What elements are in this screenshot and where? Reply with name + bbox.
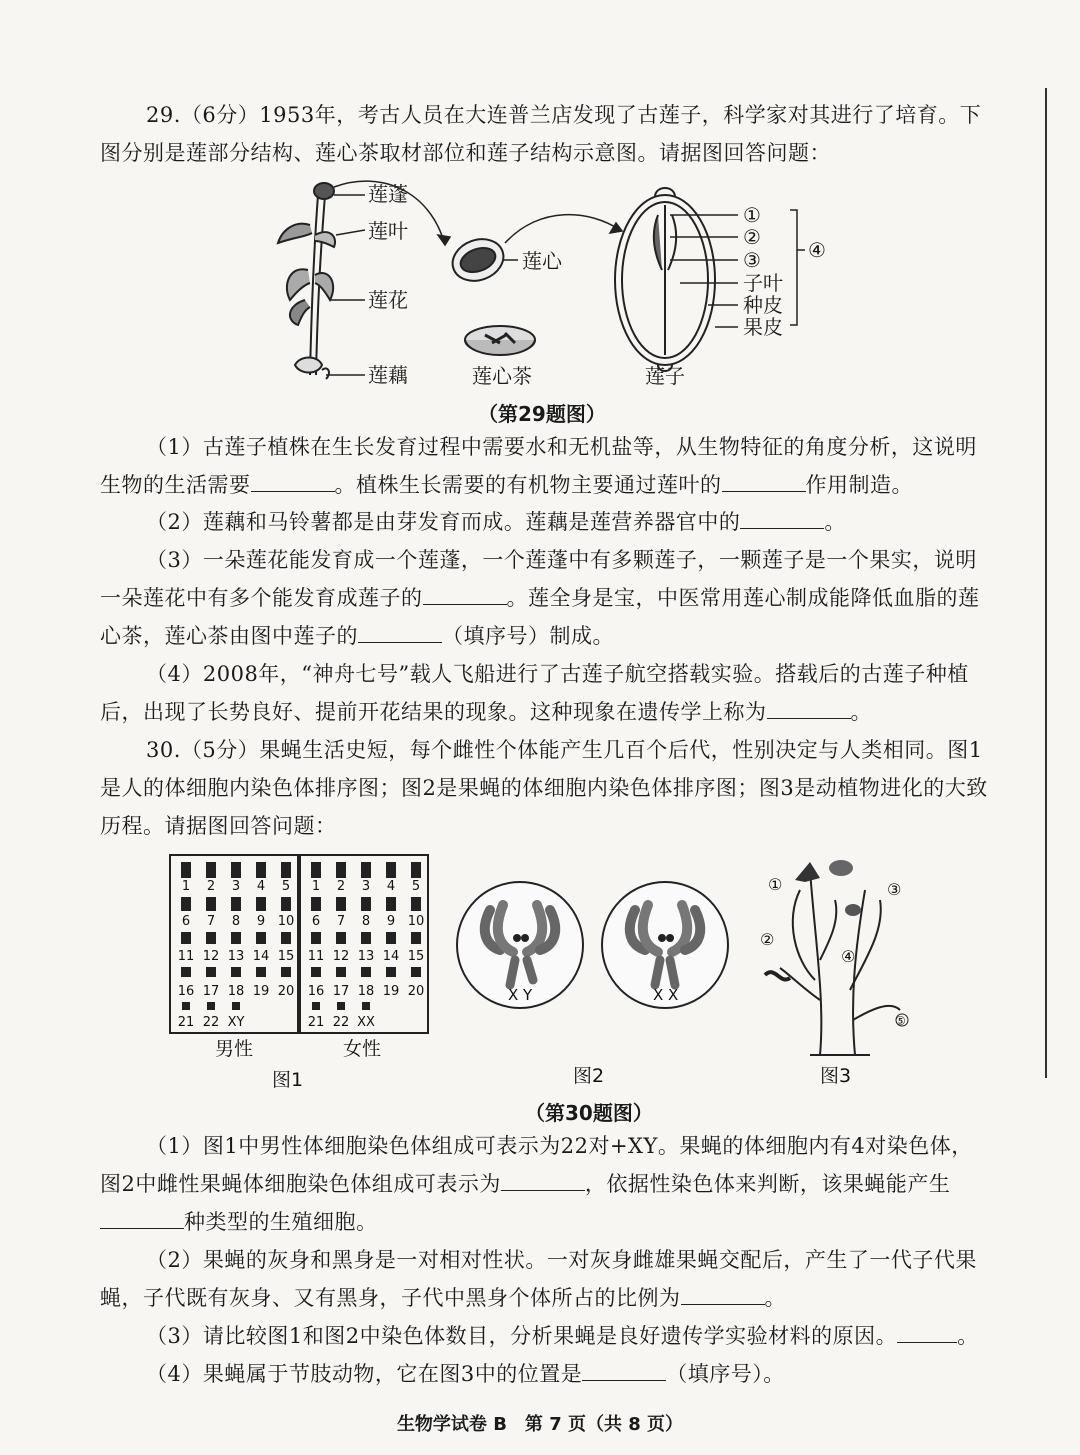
chromosome-pair — [312, 1002, 320, 1010]
chromosome-pair — [207, 1002, 215, 1010]
chromosome-number: 6 — [311, 914, 321, 929]
chromosome-pair — [181, 897, 191, 911]
chromosome-number: 17 — [332, 984, 350, 999]
chromosome-pair — [232, 1002, 240, 1010]
label-lianzi: 莲子 — [645, 364, 685, 388]
chromosome-pair — [336, 862, 346, 878]
q29-sub3-text-c: （填序号）制成。 — [442, 624, 614, 648]
chromosome-number: 1 — [181, 879, 191, 894]
q30-intro: 30.（5分）果蝇生活史短，每个雌性个体能产生几百个后代，性别决定与人类相同。图1是人的体细胞内染色体排序图；图2是果蝇的体细胞内染色体排序图；图3是动植物进化的大致历程。请据图回答问题： — [100, 738, 988, 838]
q30-sub4-text-a: （4）果蝇属于节肢动物，它在图3中的位置是 — [146, 1362, 583, 1386]
q30-sub3-text-a: （3）请比较图1和图2中染色体数目，分析果蝇是良好遗传学实验材料的原因。 — [146, 1324, 898, 1348]
chromosome-pair — [311, 967, 321, 977]
chromosome-pair — [361, 862, 371, 878]
chromosome-pair — [336, 897, 346, 911]
chromosome-pair — [411, 932, 421, 944]
chromosome-number: 5 — [411, 879, 421, 894]
chromosome-pair — [311, 897, 321, 911]
q30-sub1-text-a: （1）图1中男性体细胞染色体组成可表示为22对+XY。果蝇的体细胞内有4对染色体，图2中雌性果蝇体细胞染色体组成可表示为 — [100, 1134, 973, 1196]
q29-sub2-text-b: 。 — [824, 510, 846, 534]
tree-mark-4: ④ — [841, 947, 856, 966]
seed-part-3: ③ — [743, 248, 761, 272]
chromosome-number: 19 — [252, 984, 270, 999]
answer-blank[interactable] — [722, 467, 806, 492]
margin-line — [1045, 88, 1047, 1078]
seed-part-2: ② — [743, 225, 761, 249]
chromosome-pair — [336, 967, 346, 977]
chromosome-pair — [181, 932, 191, 944]
chromosome-pair — [182, 1002, 190, 1010]
chromosome-number: 11 — [307, 949, 325, 964]
chromosome-pair — [256, 862, 266, 878]
chromosome-number: 1 — [311, 879, 321, 894]
chromosome-pair — [386, 862, 396, 878]
fly-male-xy: X Y — [508, 986, 533, 1004]
chromosome-number-male: XY — [227, 1015, 245, 1030]
page-footer: 生物学试卷 B 第 7 页（共 8 页） — [396, 1414, 684, 1435]
chromosome-number: 14 — [252, 949, 270, 964]
q30-sub2 — [100, 1241, 990, 1317]
q30-sub4 — [100, 1355, 990, 1393]
answer-blank[interactable] — [582, 1356, 666, 1381]
q30-figure — [165, 850, 935, 1095]
label-fig1: 图1 — [272, 1069, 304, 1091]
chromosome-pair — [181, 862, 191, 878]
chromosome-pair — [256, 932, 266, 944]
chromosome-pair — [386, 967, 396, 977]
chromosome-pair — [337, 1002, 345, 1010]
q30-sub3-text-b: 。 — [957, 1324, 979, 1348]
q29-sub1-text-c: 作用制造。 — [805, 473, 913, 497]
q29-sub1-text-b: 。植株生长需要的有机物主要通过莲叶的 — [334, 473, 722, 497]
chromosome-number: 4 — [386, 879, 396, 894]
chromosome-pair — [231, 967, 241, 977]
chromosome-number: 17 — [202, 984, 220, 999]
answer-blank[interactable] — [681, 1280, 765, 1305]
q29-sub2 — [100, 503, 990, 541]
chromosome-pair — [311, 932, 321, 944]
tree-mark-5: ⑤ — [895, 1014, 906, 1028]
chromosome-number-male: 21 — [177, 1015, 195, 1030]
label-female: 女性 — [343, 1038, 382, 1060]
chromosome-number: 16 — [177, 984, 195, 999]
chromosome-number: 12 — [332, 949, 350, 964]
chromosome-number-female: 22 — [332, 1015, 350, 1030]
q29-sub3 — [100, 541, 990, 655]
answer-blank[interactable] — [767, 694, 851, 719]
label-zhongpi: 种皮 — [743, 293, 783, 317]
q30-sub3 — [100, 1317, 990, 1355]
label-fig2: 图2 — [573, 1065, 605, 1087]
chromosome-pair — [181, 967, 191, 977]
tree-mark-1: ① — [768, 875, 783, 894]
q29-sub1 — [100, 428, 990, 504]
chromosome-pair — [256, 897, 266, 911]
q30-sub1-text-b: ，依据性染色体来判断，该果蝇能产生 — [584, 1172, 951, 1196]
answer-blank[interactable] — [358, 618, 442, 643]
chromosome-pair — [411, 967, 421, 977]
chromosome-pair — [361, 897, 371, 911]
label-lianou: 莲藕 — [368, 363, 408, 387]
chromosome-number: 20 — [277, 984, 295, 999]
chromosome-pair — [411, 862, 421, 878]
label-lianhua: 莲花 — [368, 288, 408, 312]
chromosome-pair — [281, 897, 291, 911]
chromosome-number: 6 — [181, 914, 191, 929]
chromosome-number: 7 — [206, 914, 216, 929]
chromosome-number: 15 — [277, 949, 295, 964]
chromosome-pair — [231, 862, 241, 878]
chromosome-pair — [231, 932, 241, 944]
q30-sub4-text-b: （填序号）。 — [666, 1362, 785, 1386]
seed-part-4: ④ — [808, 238, 826, 262]
chromosome-pair — [386, 897, 396, 911]
chromosome-number: 10 — [277, 914, 295, 929]
chromosome-number: 3 — [361, 879, 371, 894]
answer-blank[interactable] — [501, 1166, 585, 1191]
label-lianxin: 莲心 — [522, 249, 562, 273]
answer-blank[interactable] — [100, 1204, 184, 1229]
chromosome-pair — [206, 897, 216, 911]
label-lianxincha: 莲心茶 — [472, 364, 532, 388]
chromosome-pair — [206, 967, 216, 977]
chromosome-pair — [256, 967, 266, 977]
chromosome-number: 20 — [407, 984, 425, 999]
chromosome-number: 16 — [307, 984, 325, 999]
q30-sub2-text-a: （2）果蝇的灰身和黑身是一对相对性状。一对灰身雌雄果蝇交配后，产生了一代子代果蝇，子代既有灰身、又有黑身，子代中黑身个体所占的比例为 — [100, 1248, 977, 1310]
chromosome-number: 14 — [382, 949, 400, 964]
tree-mark-3: ③ — [887, 880, 902, 899]
chromosome-pair — [362, 1002, 370, 1010]
answer-blank[interactable] — [251, 467, 335, 492]
q29-sub2-text-a: （2）莲藕和马铃薯都是由芽发育而成。莲藕是莲营养器官中的 — [146, 510, 741, 534]
label-ziye: 子叶 — [743, 271, 783, 295]
chromosome-pair — [336, 932, 346, 944]
chromosome-number: 3 — [231, 879, 241, 894]
q29-sub3-text-b: 。莲全身是宝，中医常用莲心制成能降低血脂的莲心茶，莲心茶由图中莲子的 — [100, 586, 980, 648]
chromosome-pair — [361, 967, 371, 977]
chromosome-pair — [281, 862, 291, 878]
q29-figure — [260, 175, 840, 400]
chromosome-pair — [411, 897, 421, 911]
answer-blank[interactable] — [897, 1318, 957, 1343]
q30-caption: （第30题图） — [525, 1101, 653, 1125]
chromosome-pair — [206, 862, 216, 878]
chromosome-number-male: 22 — [202, 1015, 220, 1030]
q29-sub4-text-b: 。 — [850, 700, 872, 724]
chromosome-number: 7 — [336, 914, 346, 929]
chromosome-number: 18 — [227, 984, 245, 999]
label-guopi: 果皮 — [743, 315, 783, 339]
q30-sub1-text-c: 种类型的生殖细胞。 — [184, 1210, 378, 1234]
q29-sub4-text-a: （4）2008年，“神舟七号”载人飞船进行了古莲子航空搭载实验。搭载后的古莲子种植后，出现了长势良好、提前开花结果的现象。这种现象在遗传学上称为 — [100, 662, 969, 724]
chromosome-pair — [206, 932, 216, 944]
chromosome-number-female: 21 — [307, 1015, 325, 1030]
chromosome-number: 9 — [386, 914, 396, 929]
chromosome-number: 8 — [231, 914, 241, 929]
label-fig3: 图3 — [820, 1065, 852, 1087]
chromosome-number: 13 — [227, 949, 245, 964]
fly-female-xx: X X — [653, 986, 679, 1004]
chromosome-number: 10 — [407, 914, 425, 929]
chromosome-number: 4 — [256, 879, 266, 894]
q29-sub3-text-a: （3）一朵莲花能发育成一个莲蓬，一个莲蓬中有多颗莲子，一颗莲子是一个果实，说明一朵莲花中有多个能发育成莲子的 — [100, 548, 977, 610]
chromosome-pair — [281, 932, 291, 944]
chromosome-number-female: XX — [357, 1015, 375, 1030]
answer-blank[interactable] — [423, 580, 507, 605]
tree-mark-2: ② — [760, 930, 775, 949]
chromosome-pair — [361, 932, 371, 944]
chromosome-pair — [386, 932, 396, 944]
chromosome-number: 8 — [361, 914, 371, 929]
q29-caption: （第29题图） — [478, 402, 606, 426]
q30-sub2-text-b: 。 — [764, 1286, 786, 1310]
seed-part-1: ① — [743, 203, 761, 227]
label-lianye: 莲叶 — [368, 219, 408, 243]
chromosome-number: 13 — [357, 949, 375, 964]
chromosome-number: 9 — [256, 914, 266, 929]
q29-intro: 29.（6分）1953年，考古人员在大连普兰店发现了古莲子，科学家对其进行了培育。下图分别是莲部分结构、莲心茶取材部位和莲子结构示意图。请据图回答问题： — [100, 103, 982, 165]
label-lianpeng: 莲蓬 — [368, 182, 408, 206]
chromosome-number: 18 — [357, 984, 375, 999]
q30-sub1 — [100, 1127, 990, 1241]
chromosome-number: 12 — [202, 949, 220, 964]
chromosome-pair — [311, 862, 321, 878]
chromosome-pair — [231, 897, 241, 911]
q29-sub1-text-a: （1）古莲子植株在生长发育过程中需要水和无机盐等，从生物特征的角度分析，这说明生物的生活需要 — [100, 435, 977, 497]
chromosome-number: 11 — [177, 949, 195, 964]
answer-blank[interactable] — [740, 504, 824, 529]
chromosome-number: 19 — [382, 984, 400, 999]
label-male: 男性 — [215, 1038, 254, 1060]
chromosome-number: 2 — [336, 879, 346, 894]
chromosome-number: 2 — [206, 879, 216, 894]
chromosome-number: 5 — [281, 879, 291, 894]
chromosome-number: 15 — [407, 949, 425, 964]
q29-sub4 — [100, 655, 990, 731]
chromosome-pair — [281, 967, 291, 977]
